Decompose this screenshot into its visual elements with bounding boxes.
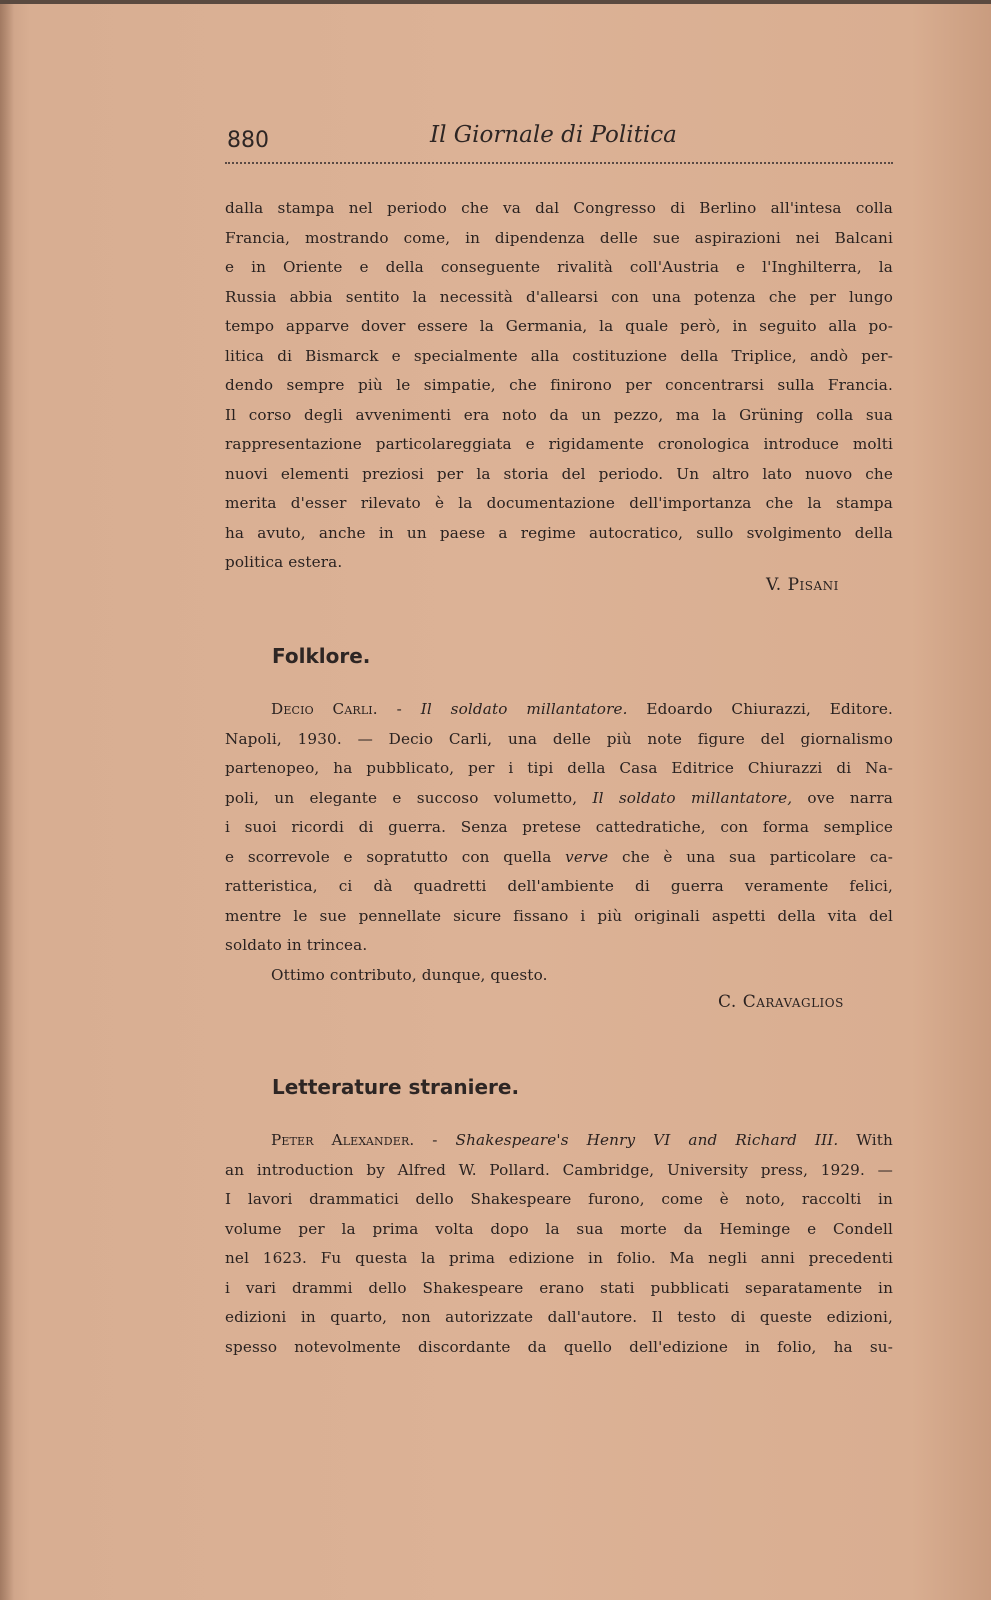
text-line: I lavori drammatici dello Shakespeare furono, come è noto, raccolti in bbox=[225, 1190, 893, 1208]
text-fragment: che è una sua particolare ca- bbox=[608, 847, 893, 866]
text-line bbox=[225, 843, 893, 873]
review-author: Decio Carli. bbox=[271, 700, 378, 718]
closing-line: Ottimo contributo, dunque, questo. bbox=[271, 965, 548, 984]
book-title-inline: Il soldato millantatore, bbox=[592, 788, 793, 807]
running-header bbox=[225, 122, 893, 164]
section-heading-letterature: Letterature straniere. bbox=[272, 1075, 520, 1099]
text-line: dendo sempre più le simpatie, che finirono per concentrarsi sulla Francia. bbox=[225, 376, 893, 394]
page-number: 880 bbox=[227, 128, 269, 153]
book-title: Il soldato millantatore. bbox=[420, 700, 628, 718]
citation-dash: - bbox=[377, 700, 421, 718]
text-line: an introduction by Alfred W. Pollard. Cambridge, University press, 1929. — bbox=[225, 1160, 893, 1179]
text-line: edizioni in quarto, non autorizzate dall'autore. Il testo di queste edizioni, bbox=[225, 1308, 893, 1326]
text-line: Napoli, 1930. — Decio Carli, una delle più note figure del giornalismo bbox=[225, 729, 893, 748]
text-line: rappresentazione particolareggiata e rigidamente cronologica introduce molti bbox=[225, 435, 893, 453]
review-citation-line bbox=[225, 1126, 893, 1156]
text-line bbox=[225, 784, 893, 814]
text-line: i suoi ricordi di guerra. Senza pretese cattedratiche, con forma semplice bbox=[225, 818, 893, 836]
text-line: spesso notevolmente discordante da quello dell'edizione in folio, ha su- bbox=[225, 1337, 893, 1356]
text-line: ha avuto, anche in un paese a regime autocratico, sullo svolgimento della bbox=[225, 523, 893, 542]
text-fragment: ove narra bbox=[792, 788, 893, 807]
text-fragment: poli, un elegante e succoso volumetto, bbox=[225, 788, 593, 807]
citation-publisher: Edoardo Chiurazzi, Editore. bbox=[627, 700, 893, 718]
text-line: volume per la prima volta dopo la sua morte da Heminge e Condell bbox=[225, 1219, 893, 1238]
text-line: Francia, mostrando come, in dipendenza delle sue aspirazioni nei Balcani bbox=[225, 228, 893, 247]
text-line: nel 1623. Fu questa la prima edizione in folio. Ma negli anni precedenti bbox=[225, 1249, 893, 1267]
text-line: i vari drammi dello Shakespeare erano stati pubblicati separatamente in bbox=[225, 1278, 893, 1297]
text-line: nuovi elementi preziosi per la storia del periodo. Un altro lato nuovo che bbox=[225, 464, 893, 483]
text-fragment: With bbox=[838, 1131, 893, 1149]
review-alexander-body bbox=[225, 1126, 893, 1362]
section-heading-folklore: Folklore. bbox=[272, 644, 371, 668]
review-citation-line bbox=[225, 695, 893, 725]
text-line: soldato in trincea. bbox=[225, 936, 368, 954]
text-line: tempo apparve dover essere la Germania, la quale però, in seguito alla po- bbox=[225, 317, 893, 335]
text-line: e in Oriente e della conseguente rivalità coll'Austria e l'Inghilterra, la bbox=[225, 258, 893, 276]
text-line: mentre le sue pennellate sicure fissano i più originali aspetti della vita del bbox=[225, 906, 893, 925]
text-line: merita d'esser rilevato è la documentazione dell'importanza che la stampa bbox=[225, 494, 893, 512]
text-line: litica di Bismarck e specialmente alla costituzione della Triplice, andò per- bbox=[225, 346, 893, 365]
text-line: politica estera. bbox=[225, 553, 343, 571]
signature-caravaglios: C. Caravaglios bbox=[718, 992, 844, 1012]
citation-dash: - bbox=[414, 1131, 456, 1149]
book-title: Shakespeare's Henry VI and Richard III. bbox=[455, 1131, 839, 1149]
text-line: Il corso degli avvenimenti era noto da un pezzo, ma la Grüning colla sua bbox=[225, 405, 893, 424]
book-page bbox=[0, 4, 991, 1600]
journal-title: Il Giornale di Politica bbox=[430, 122, 677, 148]
review-carli-body bbox=[225, 695, 893, 990]
signature-pisani: V. Pisani bbox=[766, 575, 839, 595]
review-pisani-body bbox=[225, 194, 893, 578]
text-line: Russia abbia sentito la necessità d'allearsi con una potenza che per lungo bbox=[225, 287, 893, 306]
review-author: Peter Alexander. bbox=[271, 1131, 415, 1149]
text-line: partenopeo, ha pubblicato, per i tipi della Casa Editrice Chiurazzi di Na- bbox=[225, 759, 893, 777]
text-line: ratteristica, ci dà quadretti dell'ambiente di guerra veramente felici, bbox=[225, 877, 893, 895]
text-fragment: e scorrevole e sopratutto con quella bbox=[225, 847, 566, 866]
text-line: dalla stampa nel periodo che va dal Congresso di Berlino all'intesa colla bbox=[225, 199, 893, 217]
italic-word: verve bbox=[565, 847, 609, 866]
